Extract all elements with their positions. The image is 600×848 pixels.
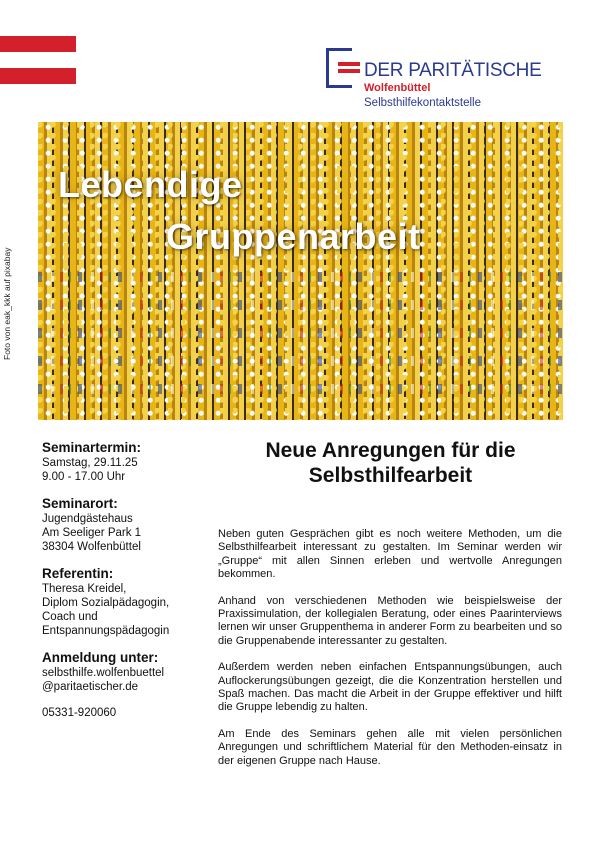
flag-stripe-top bbox=[0, 36, 76, 52]
registration-email-part2[interactable]: @paritaetischer.de bbox=[42, 681, 139, 693]
location-line: Am Seeliger Park 1 bbox=[42, 527, 142, 539]
seminar-date-day: Samstag, 29.11.25 bbox=[42, 457, 138, 469]
info-sidebar bbox=[42, 440, 212, 732]
body-paragraph: Anhand von verschiedenen Methoden wie beispielsweise der Praxissimulation, der kollegialen Beratung, oder eines Paarinterviews lernen wir unser Gruppenthema in anderer Form zu bearbeiten und so die Gruppenabende interessanter zu gestalten. bbox=[218, 594, 562, 647]
location-line: Jugendgästehaus bbox=[42, 513, 133, 525]
hero-title-line1: Lebendige bbox=[58, 164, 243, 205]
registration-block bbox=[42, 650, 212, 694]
logo-name: DER PARITÄTISCHE bbox=[364, 60, 542, 81]
body-paragraph: Am Ende des Seminars gehen alle mit vielen persönlichen Anregungen und schriftlichem Material für den Methoden-einsatz in der eigenen Gruppe nach Hause. bbox=[218, 727, 562, 767]
body-paragraph: Neben guten Gesprächen gibt es noch weitere Methoden, um die Selbsthilfearbeit interessant zu gestalten. Im Seminar werden wir „Gruppe“ mit allen Sinnen erleben und wertvolle Anregungen bekommen. bbox=[218, 528, 562, 581]
speaker-line: Diplom Sozialpädagogin, bbox=[42, 597, 170, 609]
photo-credit: Foto von eak_kkk auf pixabay bbox=[2, 247, 12, 360]
body-paragraph: Außerdem werden neben einfachen Entspannungsübungen, auch Auflockerungsübungen gezeigt, die die Konzentration herstellen und Spaß machen. Das macht die Arbeit in der Gruppe effektiver und hilft die Gruppe lebendig zu halten. bbox=[218, 661, 562, 714]
registration-heading: Anmeldung unter: bbox=[42, 650, 159, 665]
seminar-date-block bbox=[42, 440, 212, 484]
main-body bbox=[218, 528, 562, 781]
logo-bar-icon bbox=[338, 69, 360, 73]
speaker-line: Entspannungspädagogin bbox=[42, 625, 170, 637]
speaker-block bbox=[42, 566, 212, 638]
seminar-location-heading: Seminarort: bbox=[42, 496, 118, 511]
logo-subtitle: Selbsthilfekontaktstelle bbox=[364, 97, 481, 109]
seminar-date-heading: Seminartermin: bbox=[42, 440, 142, 455]
speaker-line: Theresa Kreidel, bbox=[42, 583, 127, 595]
main-headline-line2: Selbsthilfearbeit bbox=[308, 464, 473, 487]
hero-photo-lego-crowd bbox=[38, 122, 563, 420]
paritaetische-logo bbox=[326, 48, 556, 112]
location-line: 38304 Wolfenbüttel bbox=[42, 541, 141, 553]
flag-stripe-bottom bbox=[0, 68, 76, 84]
main-headline-line1: Neue Anregungen für die bbox=[265, 439, 516, 462]
registration-email-part1[interactable]: selbsthilfe.wolfenbuettel bbox=[42, 667, 165, 679]
logo-bar-icon bbox=[338, 62, 360, 66]
main-headline bbox=[218, 438, 563, 488]
hero-title-line2: Gruppenarbeit bbox=[166, 216, 421, 257]
logo-bracket-icon bbox=[326, 48, 352, 88]
logo-city: Wolfenbüttel bbox=[364, 82, 431, 94]
speaker-heading: Referentin: bbox=[42, 566, 114, 581]
speaker-line: Coach und bbox=[42, 611, 98, 623]
seminar-date-time: 9.00 - 17.00 Uhr bbox=[42, 471, 126, 483]
seminar-location-block bbox=[42, 496, 212, 554]
phone-number[interactable]: 05331-920060 bbox=[42, 707, 117, 719]
phone-block bbox=[42, 706, 212, 720]
